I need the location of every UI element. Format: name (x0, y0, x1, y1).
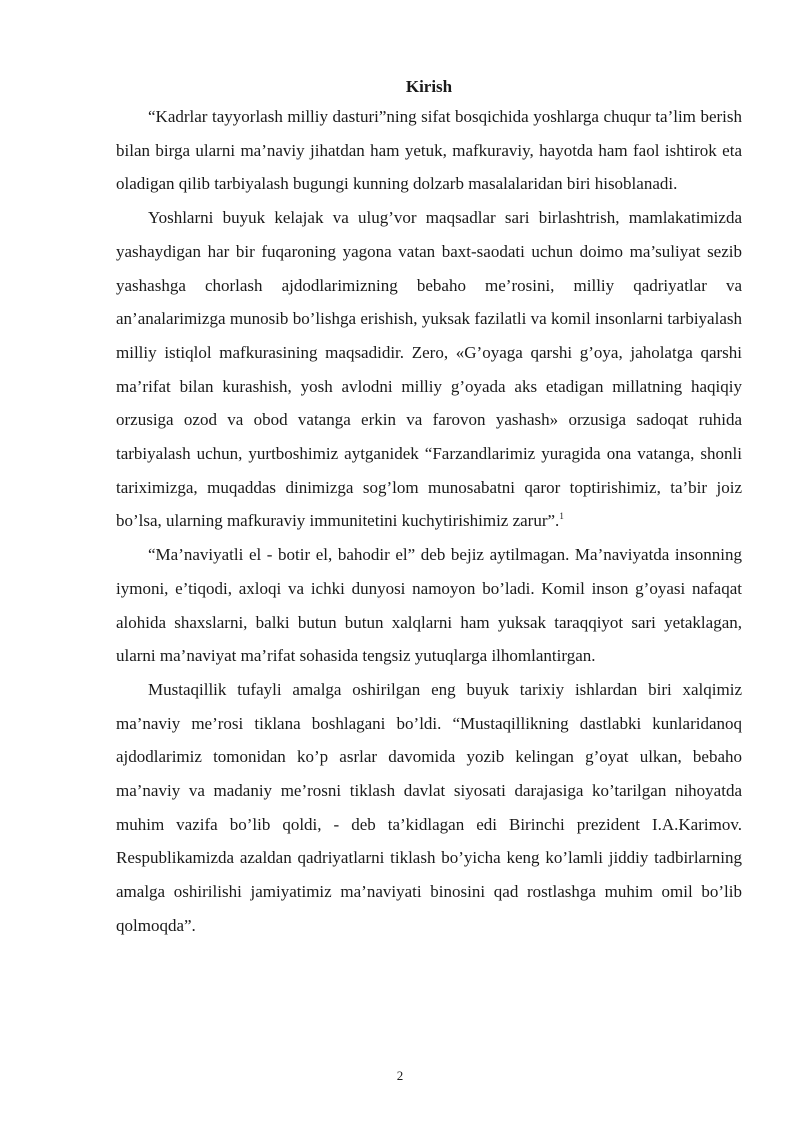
section-title: Kirish (405, 77, 453, 96)
paragraph-4-text: Mustaqillik tufayli amalga oshirilgan eng buyuk tarixiy ishlardan biri xalqimiz ma’naviy me’rosi tiklana boshlagani bo’ldi. “Mustaqillikning dastlabki kunlaridanoq ajdodlarimiz tomonidan ko’p asrlar davomida yozib kelingan g’oyat ulkan, bebaho ma’naviy va madaniy me’rosni tiklash davlat siyosati darajasiga ko’tarilgan nihoyatda muhim vazifa bo’lib qoldi, - deb ta’kidlagan edi Birinchi prezident I.A.Karimov. Respublikamizda azaldan qadriyatlarni tiklash bo’yicha keng ko’lamli jiddiy tadbirlarning amalga oshirilishi jamiyatimiz ma’naviyati binosini qad rostlashga muhim omil bo’lib qolmoqda”. (116, 679, 742, 935)
footnote-reference[interactable]: 1 (559, 511, 564, 522)
paragraph-2 (116, 201, 742, 538)
paragraph-1 (116, 100, 742, 201)
paragraph-3-text: “Ma’naviyatli el - botir el, bahodir el” deb bejiz aytilmagan. Ma’naviyatda insonning iymoni, e’tiqodi, axloqi va ichki dunyosi namoyon bo’ladi. Komil inson g’oyasi nafaqat alohida shaxslarni, balki butun butun xalqlarni ham yuksak taraqqiyot sari yetaklagan, ularni ma’naviyat ma’rifat sohasida tengsiz yutuqlarga ilhomlantirgan. (116, 545, 742, 666)
document-page (116, 74, 742, 943)
paragraph-3 (116, 538, 742, 673)
paragraph-2-text: Yoshlarni buyuk kelajak va ulug’vor maqsadlar sari birlashtrish, mamlakatimizda yashaydigan har bir fuqaroning yagona vatan baxt-saodati uchun doimo ma’suliyat sezib yashashga chorlash ajdodlarimizning bebaho me’rosini, milliy qadriyatlar va an’analarimizga munosib bo’lishga erishish, yuksak fazilatli va komil insonlarni tarbiyalash milliy istiqlol mafkurasining maqsadidir. Zero, «G’oyaga qarshi g’oya, jaholatga qarshi ma’rifat bilan kurashish, yosh avlodni milliy g’oyada aks etadigan millatning haqiqiy orzusiga ozod va obod vatanga erkin va farovon yashash» orzusiga sadoqat ruhida tarbiyalash uchun, yurtboshimiz aytganidek “Farzandlarimiz yuragida ona vatanga, shonli tariximizga, muqaddas dinimizga sog’lom munosabatni qaror toptirishimiz, ta’bir joiz bo’lsa, ularning mafkuraviy immunitetini kuchytirishimiz zarur”. (116, 208, 742, 531)
paragraph-4 (116, 673, 742, 943)
page-number: 2 (396, 1068, 404, 1083)
paragraph-1-text: “Kadrlar tayyorlash milliy dasturi”ning sifat bosqichida yoshlarga chuqur ta’lim berish bilan birga ularni ma’naviy jihatdan ham yetuk, mafkuraviy, hayotda ham faol ishtirok eta oladigan qilib tarbiyalash bugungi kunning dolzarb masalalaridan biri hisoblanadi. (116, 107, 742, 194)
